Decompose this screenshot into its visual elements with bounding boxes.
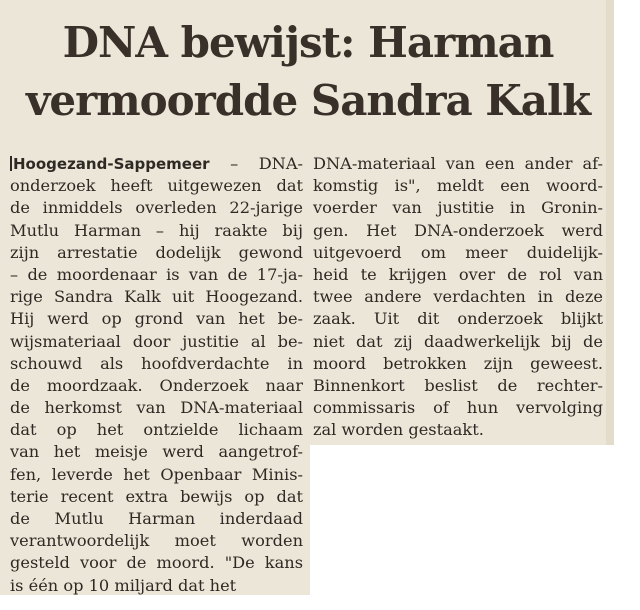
body-line: gesteld voor de moord. "De kans bbox=[10, 553, 303, 573]
body-line: niet dat zij daadwerkelijk bij de bbox=[313, 331, 603, 351]
body-line: de herkomst van DNA-materiaal bbox=[10, 398, 303, 418]
body-line: de inmiddels overleden 22-jarige bbox=[10, 198, 303, 218]
body-line: – de moordenaar is van de 17-ja- bbox=[10, 264, 303, 284]
headline bbox=[18, 14, 598, 130]
body-line: Binnenkort beslist de rechter- bbox=[313, 375, 603, 395]
first-line bbox=[10, 153, 303, 175]
body-line: de Mutlu Harman inderdaad bbox=[10, 509, 303, 528]
headline-line-1: DNA bewijst: Harman bbox=[62, 18, 554, 67]
first-line-text: – DNA- bbox=[209, 154, 303, 173]
body-line: wijsmateriaal door justitie al be- bbox=[10, 331, 303, 351]
body-line: twee andere verdachten in deze bbox=[313, 287, 603, 307]
dateline: Hoogezand-Sappemeer bbox=[13, 155, 210, 173]
left-column bbox=[10, 153, 303, 597]
body-line: zijn arrestatie dodelijk gewond bbox=[10, 242, 303, 262]
body-line: verantwoordelijk moet worden bbox=[10, 531, 303, 551]
body-line: Mutlu Harman – hij raakte bij bbox=[10, 220, 303, 240]
body-line: de moordzaak. Onderzoek naar bbox=[10, 375, 303, 395]
body-line: terie recent extra bewijs op dat bbox=[10, 486, 303, 506]
body-line: voerder van justitie in Gronin- bbox=[313, 198, 603, 218]
body-line: dat op het ontzielde lichaam bbox=[10, 420, 303, 440]
body-line: schouwd als hoofdverdachte in bbox=[10, 353, 303, 373]
body-line: gen. Het DNA-onderzoek werd bbox=[313, 220, 603, 240]
body-line: uitgevoerd om meer duidelijk- bbox=[313, 242, 603, 262]
paper-edge bbox=[606, 0, 614, 445]
dateline-bar bbox=[10, 156, 12, 171]
body-line: heid te krijgen over de rol van bbox=[313, 264, 603, 284]
body-line: is één op 10 miljard dat het bbox=[10, 575, 237, 595]
body-line: fen, leverde het Openbaar Minis- bbox=[10, 464, 303, 484]
body-line: rige Sandra Kalk uit Hoogezand. bbox=[10, 287, 303, 307]
body-line: moord betrokken zijn geweest. bbox=[313, 353, 603, 373]
headline-line-2: vermoordde Sandra Kalk bbox=[25, 76, 591, 125]
right-column bbox=[313, 153, 603, 441]
body-line: komstig is", meldt een woord- bbox=[313, 176, 603, 196]
body-line: zal worden gestaakt. bbox=[313, 420, 484, 440]
body-line: commissaris of hun vervolging bbox=[313, 398, 603, 418]
body-line: van het meisje werd aangetrof- bbox=[10, 442, 303, 462]
body-line: Hij werd op grond van het be- bbox=[10, 309, 303, 329]
body-line: DNA-materiaal van een ander af- bbox=[313, 154, 603, 173]
body-line: zaak. Uit dit onderzoek blijkt bbox=[313, 309, 603, 329]
body-line: onderzoek heeft uitgewezen dat bbox=[10, 176, 303, 196]
